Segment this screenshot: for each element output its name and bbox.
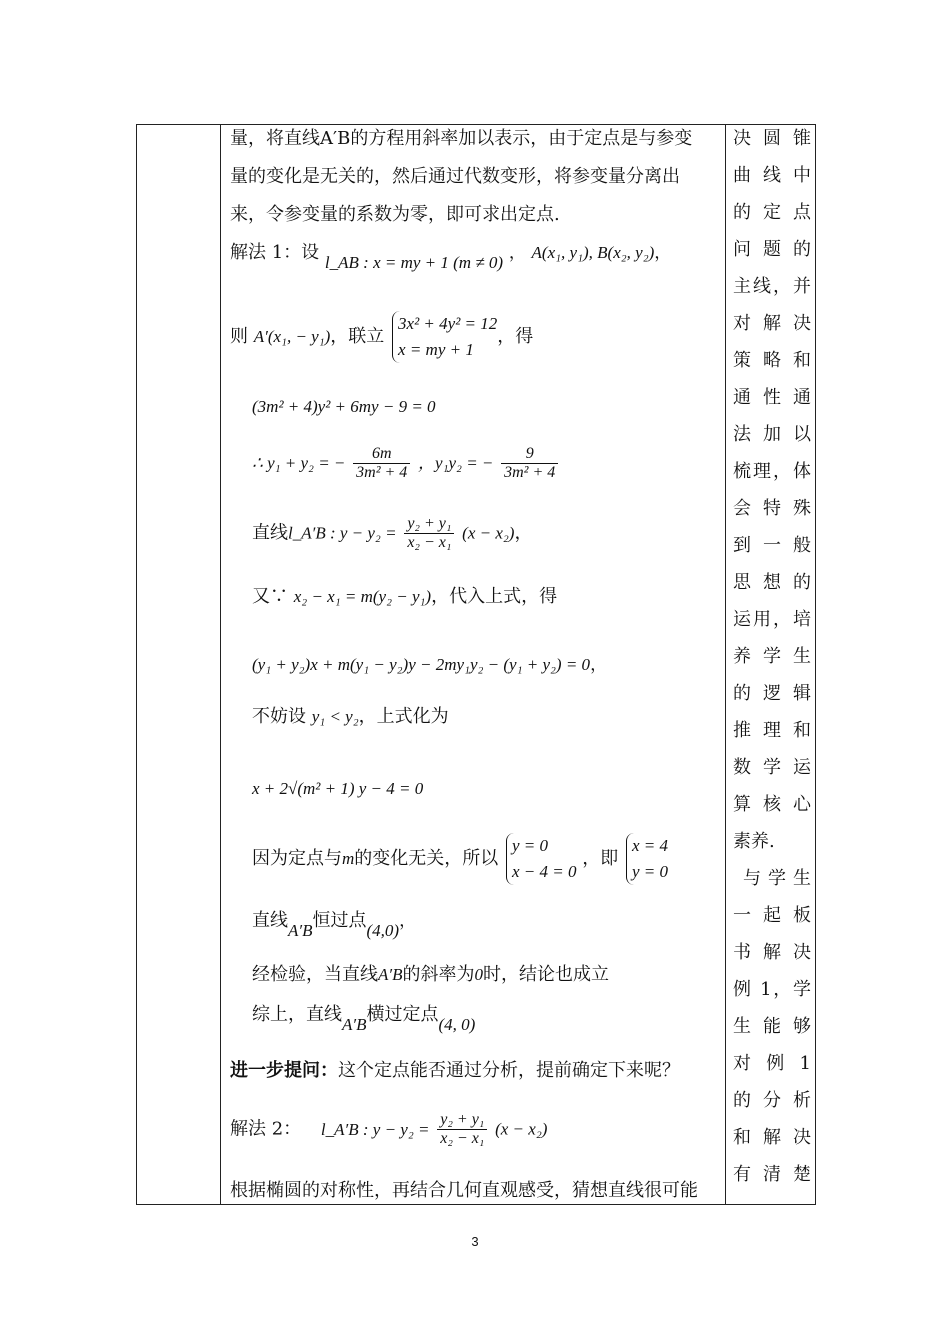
side-text: 养 学 生: [733, 646, 811, 667]
side-text: 数 学 运: [733, 757, 811, 778]
side-text: 算 核 心: [733, 794, 811, 815]
substitution-step: 又∵ x₂ − x₁ = m(y₂ − y₁)，代入上式，得: [252, 586, 558, 607]
solution1-setup: 解法 1：设 l_AB : x = my + 1 (m ≠ 0) ， A(x₁, y₁), B(x₂, y₂)，: [230, 242, 672, 272]
last-line: 根据椭圆的对称性，再结合几何直观感受，猜想直线很可能: [230, 1180, 698, 1201]
side-text: 运用，培: [733, 609, 811, 630]
summary-step: 综上，直线A′B横过定点(4, 0): [252, 1004, 476, 1034]
side-text: 书 解 决: [733, 942, 811, 963]
fixed-point-system: 因为定点与m的变化无关，所以 y = 0 x − 4 = 0 ，即 x = 4 y = 0: [252, 833, 668, 885]
side-text: 思 想 的: [733, 572, 811, 593]
side-text: 和 解 决: [733, 1127, 811, 1148]
side-text: 有 清 楚: [733, 1164, 811, 1185]
side-text: 对 解 决: [733, 313, 811, 334]
expanded-equation: (y₁ + y₂)x + m(y₁ − y₂)y − 2my₁y₂ − (y₁ + y₂) = 0，: [252, 655, 608, 674]
page-number: 3: [471, 1234, 479, 1249]
side-text: 素养.: [733, 831, 775, 852]
side-text: 策 略 和: [733, 350, 811, 371]
intro-line: 量，将直线A′B的方程用斜率加以表示，由于定点是与参变: [230, 128, 693, 149]
side-text: 的 逻 辑: [733, 683, 811, 704]
lesson-table: [136, 124, 816, 1205]
side-text: 到 一 般: [733, 535, 811, 556]
solution2: 解法 2： l_A′B : y − y₂ = $\frac{\text{y₂ + y₁}}{\text{x₂ − x₁}}$ (x − x₂): [230, 1111, 548, 1147]
side-text: 法 加 以: [733, 424, 811, 445]
side-text: 曲 线 中: [733, 165, 811, 186]
side-text: 例 1，学: [733, 979, 811, 1000]
vieta-formulas: ∴ y₁ + y₂ = − $\frac{6m}{\text{3m² + 4}}$ ，y₁y₂ = − $\frac{9}{\text{3m² + 4}}$: [252, 445, 560, 482]
quadratic-equation: (3m² + 4)y² + 6my − 9 = 0: [252, 397, 436, 416]
side-text: 生 能 够: [733, 1016, 811, 1037]
simplified-equation: x + 2√(m² + 1) y − 4 = 0: [252, 779, 424, 798]
check-step: 经检验，当直线A′B的斜率为0时，结论也成立: [252, 964, 609, 985]
side-text: 一 起 板: [733, 905, 811, 926]
side-text: 通 性 通: [733, 387, 811, 408]
column-divider: [220, 125, 221, 1204]
solution1-system: 则 A′(x₁, − y₁)，联立 3x² + 4y² = 12 x = my + 1 ，得: [230, 311, 533, 363]
side-text: 的 定 点: [733, 202, 811, 223]
side-text: 决 圆 锥: [733, 128, 811, 149]
design-intent-column: [733, 125, 811, 1204]
side-text: 会 特 殊: [733, 498, 811, 519]
side-text: 主线，并: [733, 276, 811, 297]
side-text: 梳理，体: [733, 461, 811, 482]
further-question: 进一步提问：这个定点能否通过分析，提前确定下来呢？: [230, 1060, 680, 1081]
intro-line: 量的变化是无关的，然后通过代数变形，将参变量分离出: [230, 166, 680, 187]
side-text: 问 题 的: [733, 239, 811, 260]
passes-point: 直线A′B恒过点(4,0)，: [252, 910, 417, 940]
intro-line: 来，令参变量的系数为零，即可求出定点.: [230, 204, 560, 225]
column-divider: [725, 125, 726, 1204]
side-text: 对 例 1: [733, 1053, 811, 1074]
wlog-step: 不妨设 y₁ < y₂，上式化为: [252, 706, 449, 727]
side-text: 的 分 析: [733, 1090, 811, 1111]
side-text: 推 理 和: [733, 720, 811, 741]
line-ab-equation: 直线l_A′B : y − y₂ = $\frac{\text{y₂ + y₁}}{\text{x₂ − x₁}}$ (x − x₂)，: [252, 515, 533, 551]
process-column: [230, 125, 725, 1204]
side-text: 与学生: [743, 868, 811, 889]
equation-system: 3x² + 4y² = 12 x = my + 1: [392, 311, 497, 363]
